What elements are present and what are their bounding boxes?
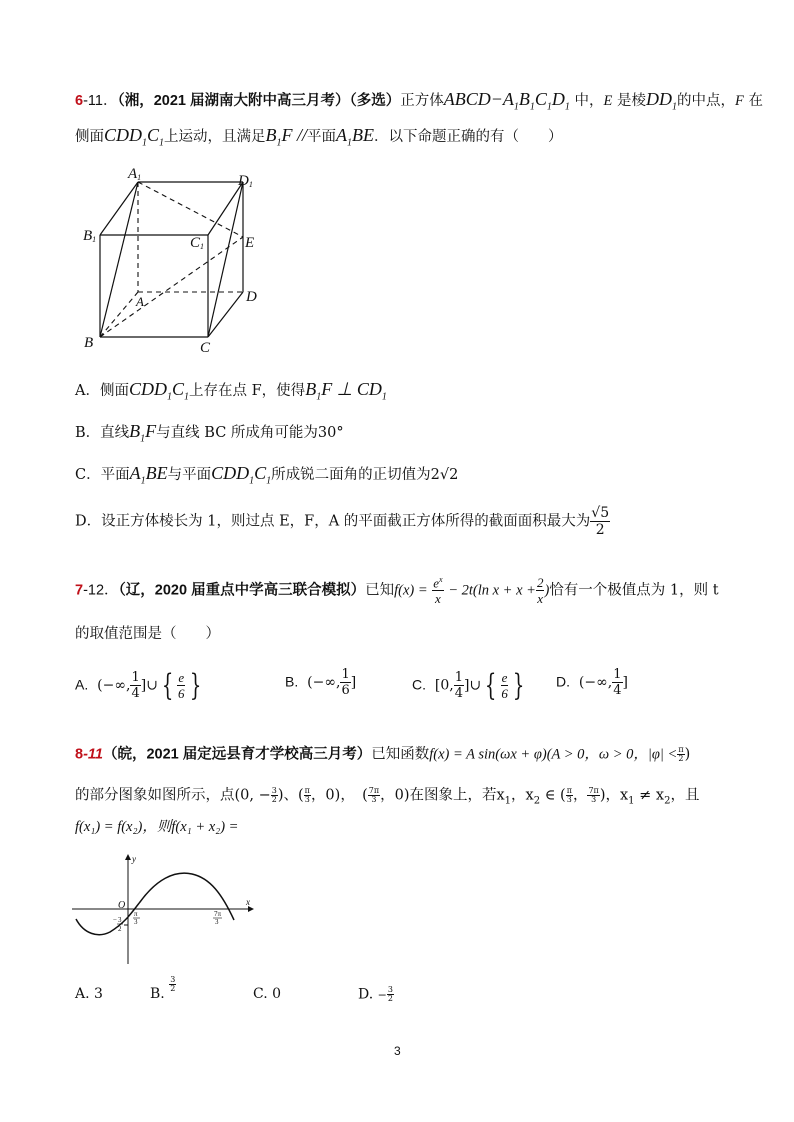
q6-face: $CDD_1C_1$	[104, 125, 165, 149]
q7-number: 7	[75, 582, 84, 599]
q7-option-c[interactable]: C. [0, $\frac{1}{4}$ ]∪ { $\frac{e}{6}$ }	[412, 668, 525, 703]
sine-curve	[76, 873, 234, 935]
label-B: B	[84, 335, 94, 351]
label-B1: B1	[83, 228, 97, 244]
graph-pi3-den: 3	[134, 918, 138, 926]
label-D: D	[246, 289, 257, 305]
q6-edge-dd1: $DD_1$	[646, 89, 677, 113]
q7-stem-line2: 的取值范围是（ ）	[75, 626, 220, 642]
q8-option-b[interactable]: B. $\frac{3}{2}$	[150, 975, 176, 1002]
q8-number: 8	[75, 746, 84, 763]
q6-option-b[interactable]: B．直线$B_1F$与直线 BC 所成角可能为30°	[75, 421, 344, 445]
q6-plane: $A_1BE$	[336, 125, 375, 149]
graph-neg-sign: −	[113, 916, 117, 924]
q6-cube-figure	[78, 165, 278, 360]
q8-sine-graph	[70, 852, 255, 967]
q6-b1f: $B_1F$ //	[265, 125, 308, 149]
graph-7pi3-num: 7π	[214, 910, 222, 918]
q8-source: （皖，2021 届定远县育才学校高三月考）	[102, 746, 372, 763]
q7-option-a[interactable]: A. (−∞, $\frac{1}{4}$ ]∪ { $\frac{e}{6}$ }	[75, 668, 201, 703]
page-number: 3	[394, 1044, 401, 1058]
q6-option-a[interactable]: A．侧面$CDD_1C_1$上存在点 F，使得$B_1F$ ⊥ $CD_1$	[75, 379, 387, 403]
q6-cube-name: $ABCD-A_1B_1C_1D_1$	[443, 89, 570, 113]
graph-neg-num: 3	[118, 916, 122, 924]
q7-stem-line1: 7-12．（辽，2020 届重点中学高三联合模拟）已知f(x) = $\frac{e^x}{x}$ − 2t(ln x + x + $\frac{2}{x}$ )恰有一个极值点为 1，则 t	[75, 575, 719, 607]
q6-option-c[interactable]: C．平面$A_1BE$与平面$CDD_1C_1$所成锐二面角的正切值为2√2	[75, 463, 459, 487]
q6-option-d[interactable]: D．设正方体棱长为 1，则过点 E，F，A 的平面截正方体所得的截面面积最大为 $\frac{√5}{2}$	[75, 505, 610, 538]
q8-stem-line3: f(x₁) = f(x₂)，则f(x₁ + x₂) =	[75, 819, 239, 835]
label-D1: D1	[238, 173, 253, 189]
label-A: A	[136, 294, 144, 309]
q6-index: -11．	[83, 93, 118, 109]
label-C: C	[200, 340, 211, 356]
q8-stem-line1: 8-11（皖，2021 届定远县育才学校高三月考）已知函数f(x) = A sin(ωx + φ)(A > 0，ω > 0，|φ| < $\frac{\pi}{2}$ )	[75, 745, 691, 763]
label-C1: C1	[190, 235, 205, 251]
graph-origin-label: O	[118, 900, 126, 911]
label-E: E	[245, 235, 255, 251]
q6-stem-line2: 侧面$CDD_1C_1$上运动，且满足$B_1F$ //平面$A_1BE$．以下命题正确的有（ ）	[75, 125, 563, 149]
graph-7pi3-den: 3	[215, 918, 219, 926]
q6-number: 6	[75, 93, 84, 109]
q8-option-a[interactable]: A. 3	[75, 986, 103, 1002]
q7-option-d[interactable]: D. (−∞, $\frac{1}{4}$ ]	[556, 667, 628, 698]
q6-stem-text: 正方体	[400, 93, 444, 109]
q8-option-d[interactable]: D. − $\frac{3}{2}$	[358, 985, 393, 1003]
q7-option-b[interactable]: B. (−∞, $\frac{1}{6}$ ]	[285, 667, 357, 698]
graph-pi3-num: π	[134, 910, 138, 918]
q7-source: （辽，2020 届重点中学高三联合模拟）	[118, 582, 366, 599]
label-A1: A1	[128, 166, 142, 182]
graph-y-label: y	[132, 854, 136, 864]
graph-x-label: x	[246, 897, 250, 907]
graph-neg-den: 2	[118, 925, 122, 933]
q8-option-c[interactable]: C. 0	[253, 986, 282, 1002]
q6-stem-line1: 6-11．（湘，2021 届湖南大附中高三月考）（多选）正方体$ABCD-A_1B_1C_1D_1$ 中，E 是棱$DD_1$的中点，F 在	[75, 89, 763, 113]
q6-source: （湘，2021 届湖南大附中高三月考）（多选）	[117, 93, 401, 109]
q8-stem-line2: 的部分图象如图所示，点(0, − $\frac{3}{2}$ )、( $\frac{\pi}{3}$ ，0)， ( $\frac{7\pi}{3}$ ，0)在图象上，若$x_1$，$x_2$ ∈ ( $\frac{\pi}{3}$ ， $\frac{7\pi}{3}$ )，$x_1 \ne x_2$，且	[75, 786, 700, 807]
